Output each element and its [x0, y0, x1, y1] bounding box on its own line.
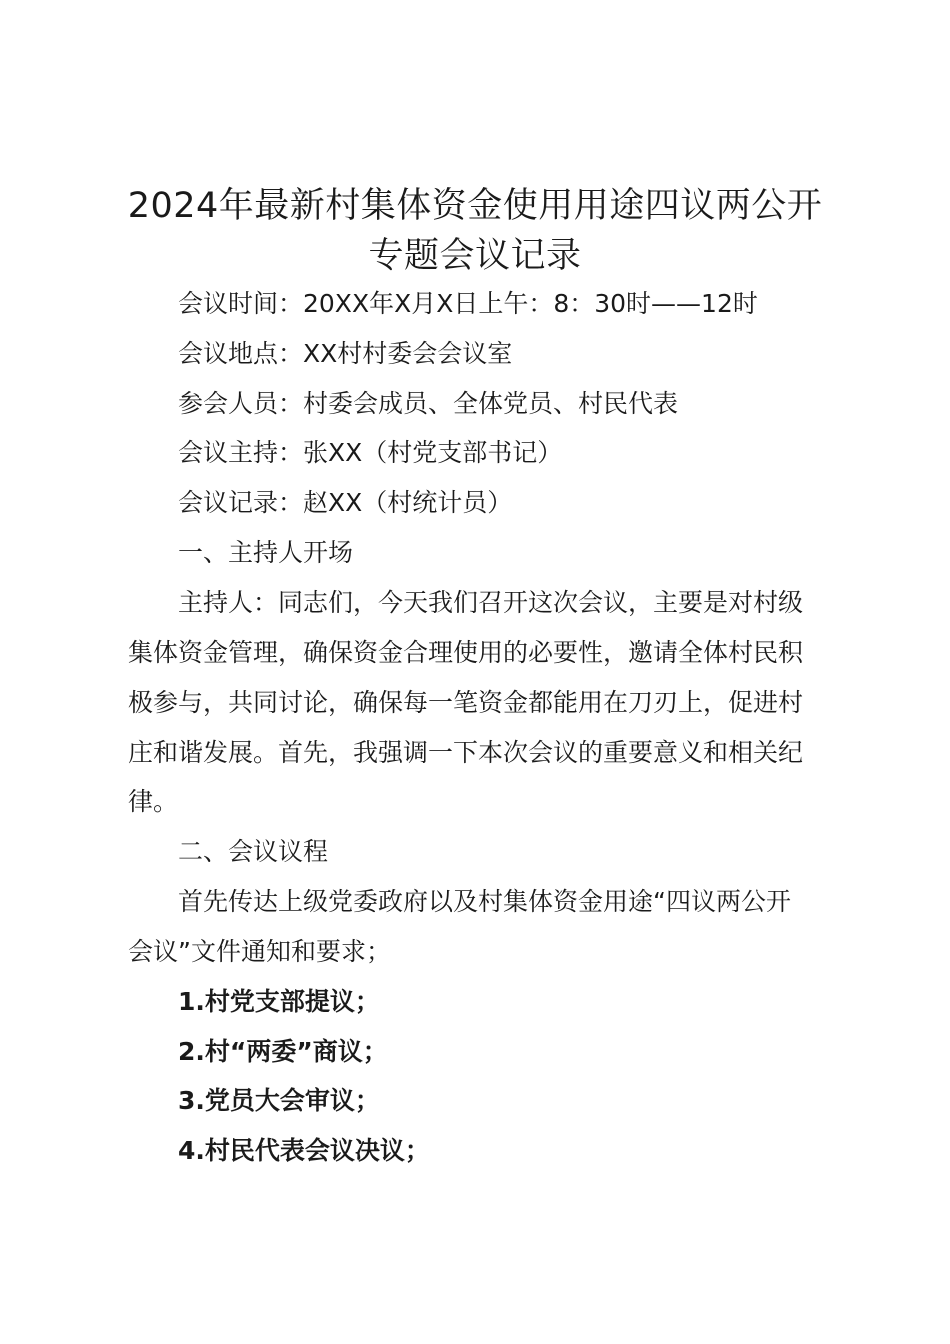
- meeting-attendees: 参会人员：村委会成员、全体党员、村民代表: [178, 389, 679, 418]
- agenda-step: 2.村“两委”商议；: [178, 1037, 388, 1066]
- section-heading-agenda: 二、会议议程: [178, 837, 329, 866]
- paragraph-line: 律。: [128, 787, 179, 816]
- meeting-host: 会议主持：张XX（村党支部书记）: [178, 438, 563, 467]
- agenda-step: 4.村民代表会议决议；: [178, 1136, 430, 1165]
- document-title-line-2: 专题会议记录: [368, 236, 582, 276]
- paragraph-line: 会议”文件通知和要求；: [128, 937, 391, 966]
- meeting-time: 会议时间：20XX年X月X日上午：8：30时——12时: [178, 289, 758, 318]
- document-title-line-1: 2024年最新村集体资金使用用途四议两公开: [127, 186, 823, 226]
- paragraph-line: 主持人：同志们，今天我们召开这次会议，主要是对村级: [178, 588, 804, 617]
- paragraph-line: 集体资金管理，确保资金合理使用的必要性，邀请全体村民积: [128, 638, 804, 667]
- paragraph-line: 首先传达上级党委政府以及村集体资金用途“四议两公开: [178, 887, 791, 916]
- agenda-step: 1.村党支部提议；: [178, 987, 380, 1016]
- agenda-step: 3.党员大会审议；: [178, 1086, 380, 1115]
- paragraph-line: 极参与，共同讨论，确保每一笔资金都能用在刀刃上，促进村: [128, 688, 804, 717]
- meeting-place: 会议地点：XX村村委会会议室: [178, 339, 513, 368]
- meeting-recorder: 会议记录：赵XX（村统计员）: [178, 488, 513, 517]
- paragraph-line: 庄和谐发展。首先，我强调一下本次会议的重要意义和相关纪: [128, 738, 804, 767]
- section-heading-opening: 一、主持人开场: [178, 538, 354, 567]
